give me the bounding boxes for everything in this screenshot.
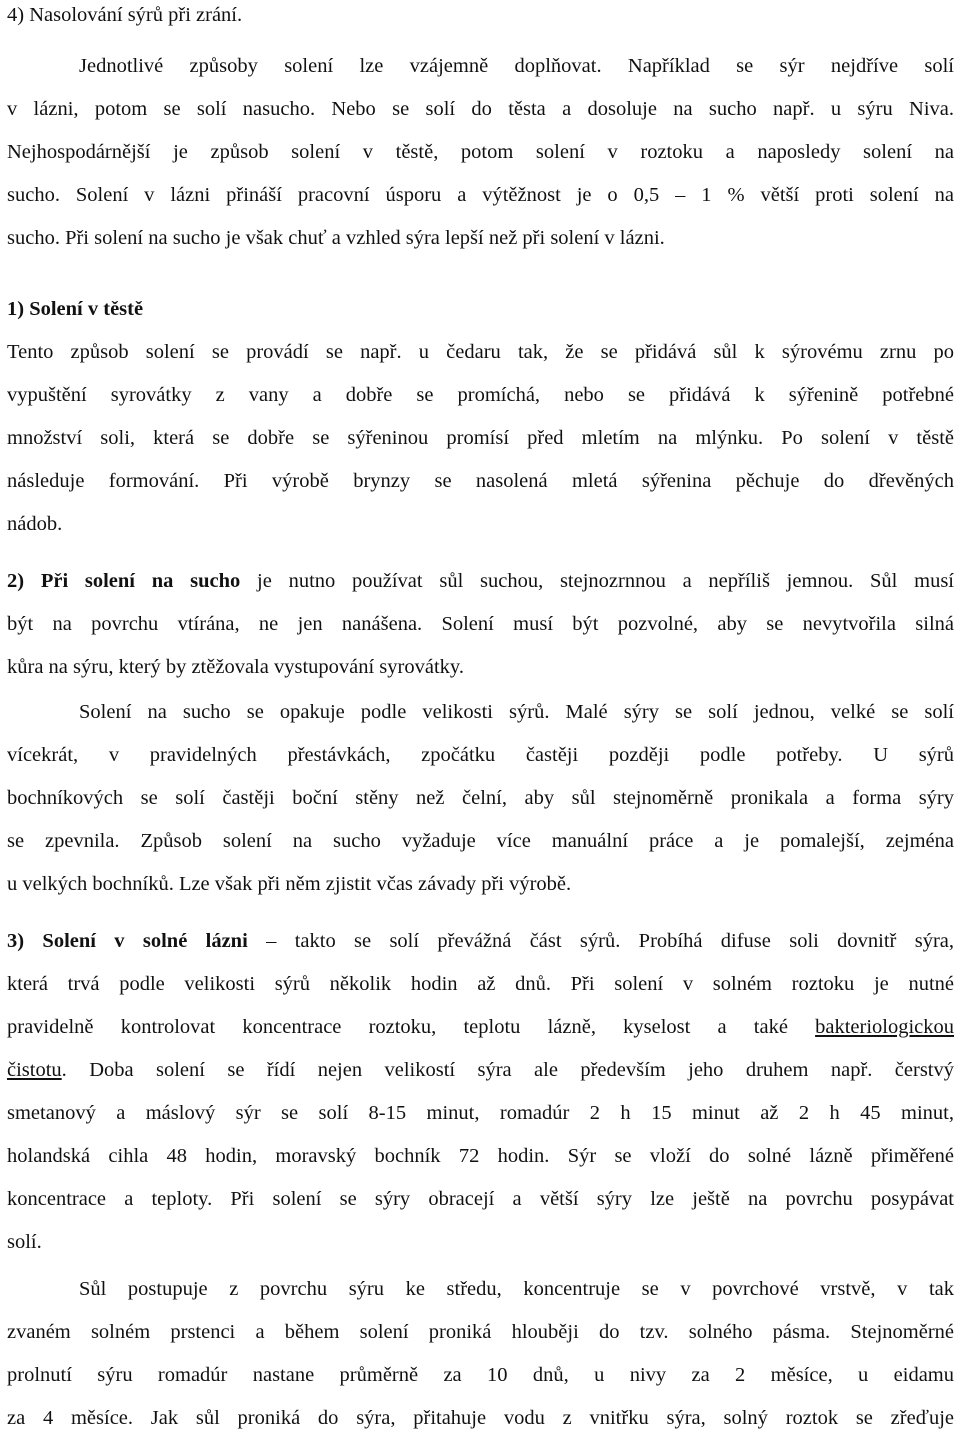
paragraph-line: 2) Při solení na sucho je nutno používat sůl suchou, stejnozrnnou a nepříliš jemnou. Sůl musí [7,570,954,592]
section-4-heading: 4) Nasolování sýrů při zrání. [7,4,243,26]
paragraph-line: zvaném solném prstenci a během solení proniká hlouběji do tzv. solného pásma. Stejnoměrné [7,1321,954,1343]
paragraph-line: kůra na sýru, který by ztěžovala vystupování syrovátky. [7,656,464,678]
paragraph-line: čistotu. Doba solení se řídí nejen velikostí sýra ale především jeho druhem např. čerstvý [7,1059,954,1081]
paragraph-line: se zpevnila. Způsob solení na sucho vyžaduje více manuální práce a je pomalejší, zejména [7,830,954,852]
paragraph-line: bochníkových se solí častěji boční stěny než čelní, aby sůl stejnoměrně pronikala a forma sýry [7,787,954,809]
paragraph-line: vícekrát, v pravidelných přestávkách, zpočátku častěji později podle potřeby. U sýrů [7,744,954,766]
paragraph-line: u velkých bochníků. Lze však při něm zjistit včas závady při výrobě. [7,873,572,895]
paragraph-line: Tento způsob solení se provádí se např. u čedaru tak, že se přidává sůl k sýrovému zrnu po [7,341,954,363]
paragraph-line: která trvá podle velikosti sýrů několik hodin až dnů. Při solení v solném roztoku je nutné [7,973,954,995]
section-1-heading: 1) Solení v těstě [7,298,144,320]
paragraph-line: být na povrchu vtírána, ne jen nanášena. Solení musí být pozvolné, aby se nevytvořila silná [7,613,954,635]
paragraph-line: množství soli, která se dobře se sýřeninou promísí před mletím na mlýnku. Po solení v těstě [7,427,954,449]
section-2-heading: 2) Při solení na sucho [7,570,241,592]
paragraph-line: solí. [7,1231,42,1253]
paragraph-line: Sůl postupuje z povrchu sýru ke středu, koncentruje se v povrchové vrstvě, v tak [79,1278,954,1300]
paragraph-line: holandská cihla 48 hodin, moravský bochník 72 hodin. Sýr se vloží do solné lázně přiměřené [7,1145,954,1167]
paragraph-line: Nejhospodárnější je způsob solení v těstě, potom solení v roztoku a naposledy solení na [7,141,954,163]
underlined-term: bakteriologickou [815,1016,954,1038]
paragraph-line: smetanový a máslový sýr se solí 8-15 minut, romadúr 2 h 15 minut až 2 h 45 minut, [7,1102,954,1124]
paragraph-line: v lázni, potom se solí nasucho. Nebo se solí do těsta a dosoluje na sucho např. u sýru Niva. [7,98,954,120]
paragraph-line: nádob. [7,513,63,535]
paragraph-line: 3) Solení v solné lázni – takto se solí převážná část sýrů. Probíhá difuse soli dovnitř sýra, [7,930,954,952]
paragraph-line: vypuštění syrovátky z vany a dobře se promíchá, nebo se přidává k sýřenině potřebné [7,384,954,406]
paragraph-line: koncentrace a teploty. Při solení se sýry obracejí a větší sýry lze ještě na povrchu posypávat [7,1188,954,1210]
paragraph-line: Solení na sucho se opakuje podle velikosti sýrů. Malé sýry se solí jednou, velké se solí [79,701,954,723]
underlined-term: čistotu [7,1059,62,1081]
paragraph-line: následuje formování. Při výrobě brynzy se nasolená mletá sýřenina pěchuje do dřevěných [7,470,954,492]
paragraph-line: Jednotlivé způsoby solení lze vzájemně doplňovat. Například se sýr nejdříve solí [79,55,954,77]
section-3-heading: 3) Solení v solné lázni [7,930,248,952]
paragraph-line: prolnutí sýru romadúr nastane průměrně za 10 dnů, u nivy za 2 měsíce, u eidamu [7,1364,954,1386]
paragraph-line: sucho. Solení v lázni přináší pracovní úsporu a výtěžnost je o 0,5 – 1 % větší proti solení na [7,184,954,206]
paragraph-line: sucho. Při solení na sucho je však chuť a vzhled sýra lepší než při solení v lázni. [7,227,665,249]
paragraph-line: pravidelně kontrolovat koncentrace roztoku, teplotu lázně, kyselost a také bakteriologickou [7,1016,954,1038]
paragraph-line: za 4 měsíce. Jak sůl proniká do sýra, přitahuje vodu z vnitřku sýra, solný roztok se zřeďuje [7,1407,954,1429]
